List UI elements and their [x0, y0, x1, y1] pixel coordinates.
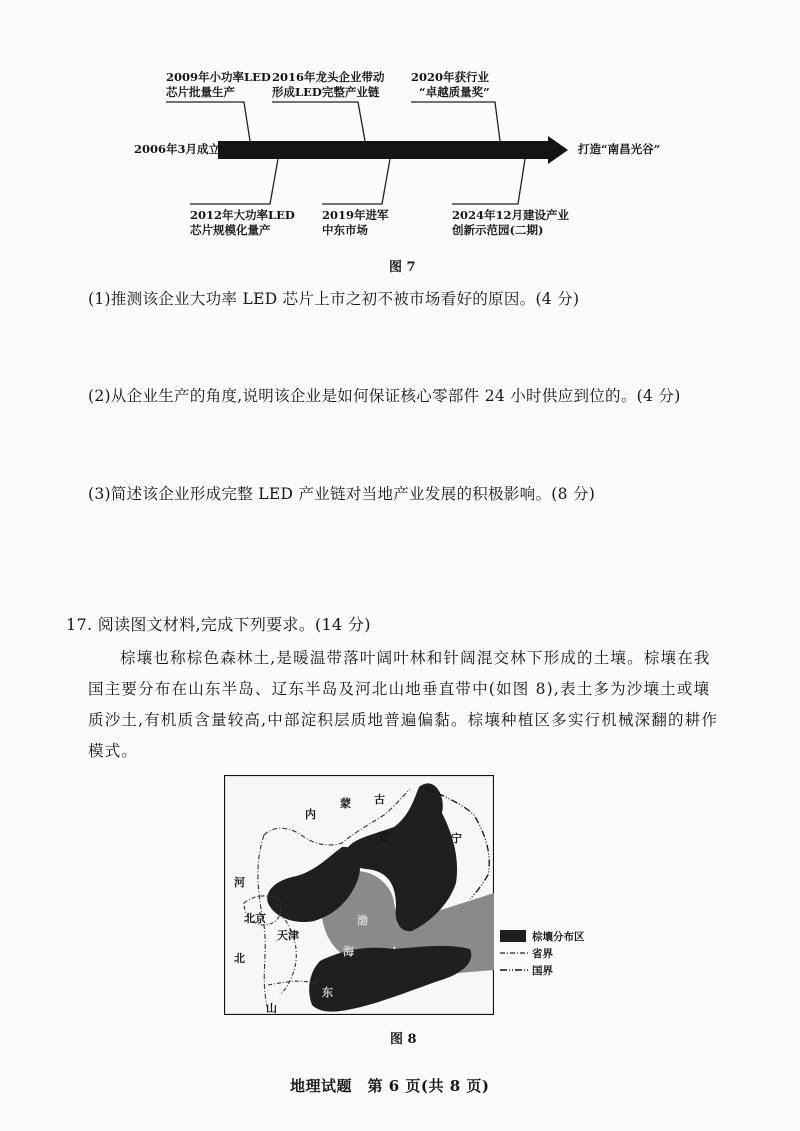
page-footer: 地理试题 第 6 页(共 8 页) [290, 1077, 490, 1095]
connector-2012 [190, 159, 278, 204]
timeline-bar [218, 141, 550, 159]
timeline-end-label: 打造“南昌光谷” [578, 142, 661, 156]
event-2019: 2019年进军 中东市场 [322, 208, 389, 237]
label-bei: 北 [234, 952, 245, 965]
legend-swatch-soil [500, 930, 526, 942]
legend-province-label: 省界 [532, 948, 553, 960]
label-he: 河 [234, 876, 245, 889]
label-hai: 海 [343, 945, 354, 958]
figure-8-caption: 图 8 [390, 1032, 417, 1047]
event-2012: 2012年大功率LED 芯片规模化量产 [190, 208, 295, 237]
question-17-passage: 棕壤也称棕色森林土,是暖温带落叶阔叶林和针阔混交林下形成的土壤。棕壤在我国主要分布在山东半岛、辽东半岛及河北山地垂直带中(如图 8),表土多为沙壤土或壤质沙土,有机质含量较高,中部淀积层质地普遍偏黏。棕壤种植区多实行机械深翻的耕作模式。 [88, 649, 719, 760]
timeline-graphic [0, 0, 800, 250]
event-2016: 2016年龙头企业带动 形成LED完整产业链 [272, 70, 385, 99]
label-liao: 辽 [379, 831, 390, 844]
question-17-heading: 17. 阅读图文材料,完成下列要求。(14 分) [66, 615, 371, 634]
connector-2020 [411, 102, 500, 141]
question-16-2: (2)从企业生产的角度,说明该企业是如何保证核心零部件 24 小时供应到位的。(4 分) [88, 387, 681, 405]
legend-national-line [500, 966, 528, 974]
question-16-3: (3)简述该企业形成完整 LED 产业链对当地产业发展的积极影响。(8 分) [88, 485, 596, 503]
event-2024: 2024年12月建设产业 创新示范园(二期) [452, 208, 570, 237]
legend-soil-label: 棕壤分布区 [532, 931, 585, 943]
legend-province-line [500, 950, 528, 956]
connector-2016 [272, 102, 365, 141]
label-ning: 宁 [451, 832, 462, 845]
soil-map [224, 775, 494, 1015]
label-dong: 东 [322, 986, 333, 999]
timeline-start-label: 2006年3月成立 [134, 142, 221, 156]
label-gu: 古 [374, 793, 385, 806]
label-shan: 山 [266, 1002, 277, 1015]
figure-7-caption: 图 7 [389, 260, 416, 275]
label-tianjin: 天津 [277, 929, 299, 942]
event-2009: 2009年小功率LED 芯片批量生产 [166, 70, 271, 99]
connector-2019 [322, 159, 390, 204]
connector-2024 [452, 159, 525, 204]
event-2020: 2020年获行业 “卓越质量奖” [411, 70, 490, 99]
connector-2009 [166, 102, 250, 141]
question-16-1: (1)推测该企业大功率 LED 芯片上市之初不被市场看好的原因。(4 分) [88, 290, 580, 308]
legend-national-label: 国界 [532, 965, 553, 977]
label-meng: 蒙 [340, 797, 351, 810]
timeline-arrowhead [548, 136, 568, 164]
label-beijing: 北京 [244, 912, 266, 925]
label-bo: 渤 [357, 914, 368, 927]
label-nei: 内 [305, 808, 316, 821]
